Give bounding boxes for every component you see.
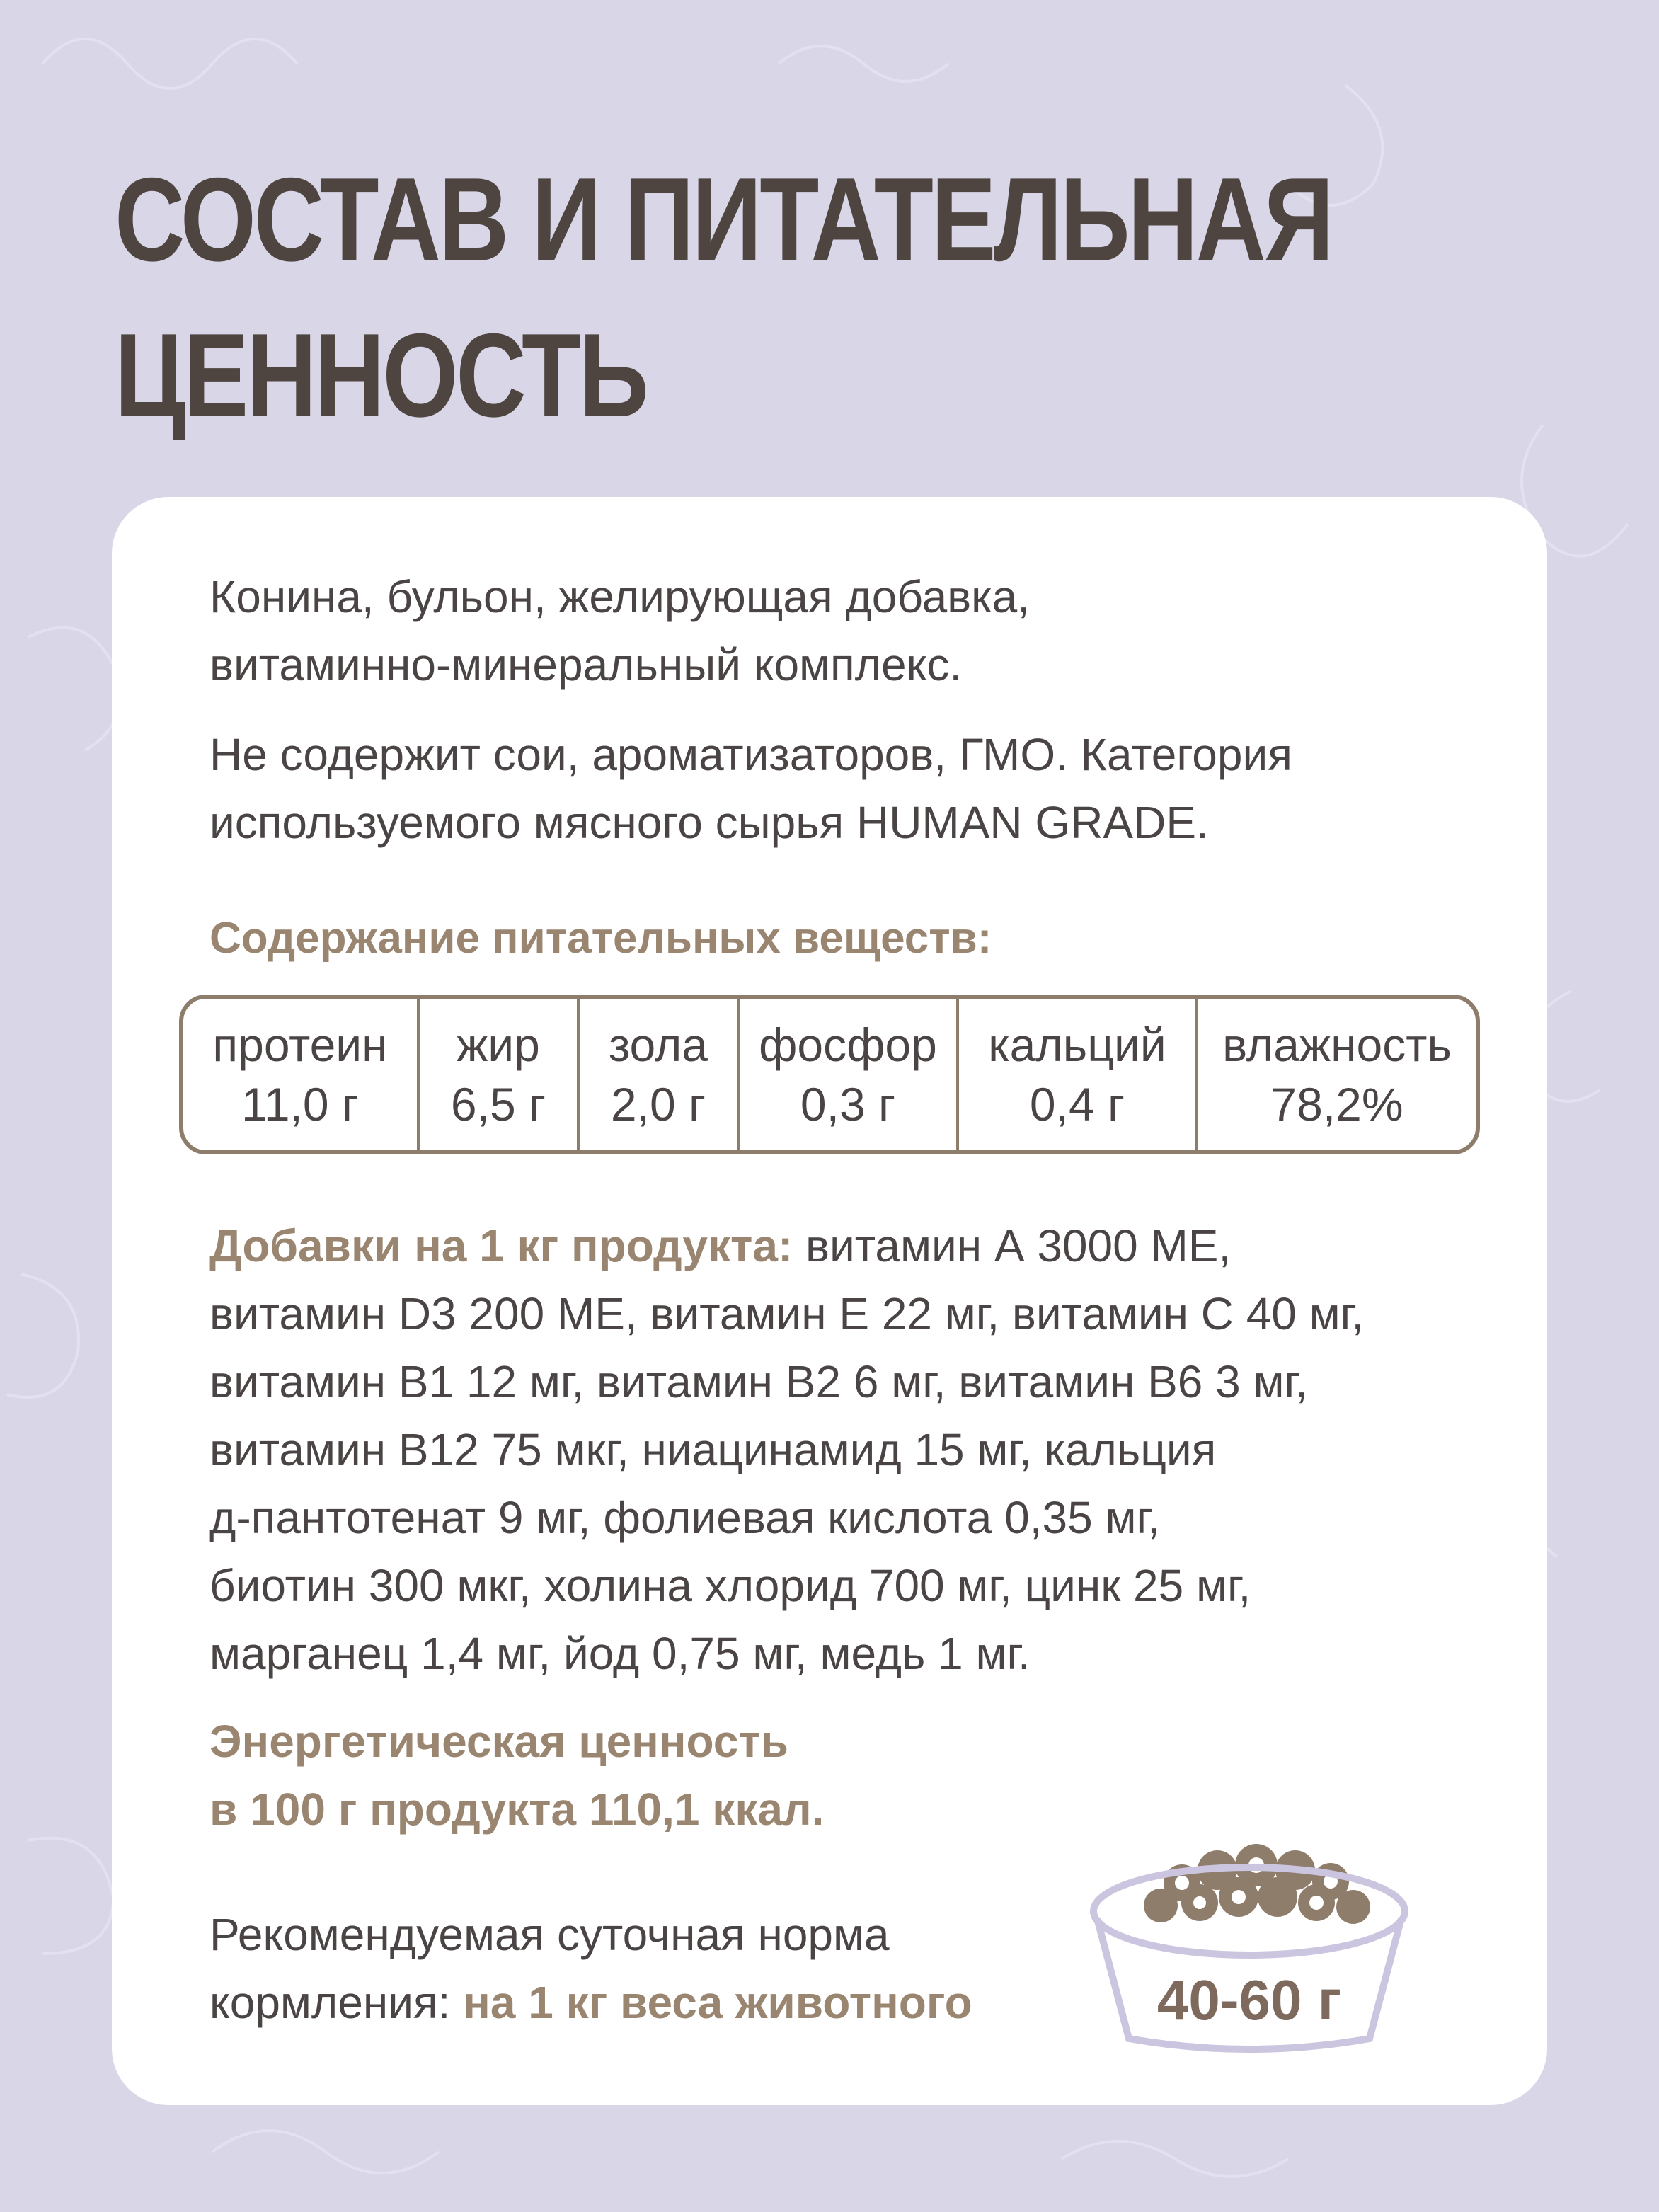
nutrient-value: 6,5 г — [450, 1078, 546, 1130]
nutrient-cell — [959, 999, 1198, 1150]
nutrient-cell — [580, 999, 740, 1150]
title-line-1: СОСТАВ И ПИТАТЕЛЬНАЯ — [115, 153, 1332, 286]
nutrient-cell — [740, 999, 959, 1150]
daily-norm-line-1: Рекомендуемая суточная норма — [209, 1909, 890, 1960]
daily-norm-label: кормления: — [209, 1977, 464, 2028]
title-line-2: ЦЕННОСТЬ — [115, 309, 647, 442]
nutrient-value: 0,4 г — [1029, 1078, 1125, 1130]
note-text — [209, 721, 1554, 856]
additives-line-3: витамин В1 12 мг, витамин В2 6 мг, витамин В6 3 мг, — [209, 1356, 1308, 1407]
additives-line-5: д-пантотенат 9 мг, фолиевая кислота 0,35 мг, — [209, 1492, 1160, 1543]
energy-line-2: в 100 г продукта 110,1 ккал. — [209, 1784, 825, 1835]
energy-text — [209, 1707, 1554, 1843]
nutrient-cell — [1198, 999, 1476, 1150]
nutrient-value: 11,0 г — [241, 1078, 359, 1130]
additives-line-2: витамин D3 200 МЕ, витамин Е 22 мг, витамин С 40 мг, — [209, 1288, 1364, 1339]
nutrient-name: кальций — [988, 1019, 1166, 1071]
nutrient-name: влажность — [1222, 1019, 1452, 1071]
page-title — [115, 142, 1333, 453]
nutrient-name: фосфор — [759, 1019, 937, 1071]
additives-text — [209, 1212, 1554, 1687]
nutrient-cell — [420, 999, 580, 1150]
ingredients-line-1: Конина, бульон, желирующая добавка, — [209, 571, 1030, 622]
additives-line-6: биотин 300 мкг, холина хлорид 700 мг, цинк 25 мг, — [209, 1560, 1251, 1611]
nutrient-value: 2,0 г — [610, 1078, 706, 1130]
nutrient-cell — [183, 999, 420, 1150]
ingredients-line-2: витаминно-минеральный комплекс. — [209, 639, 963, 690]
nutrient-name: жир — [457, 1019, 540, 1071]
nutrient-value: 0,3 г — [800, 1078, 896, 1130]
nutrients-heading: Содержание питательных веществ: — [209, 914, 992, 963]
daily-norm-accent: на 1 кг веса животного — [463, 1977, 972, 2028]
nutrients-table — [179, 995, 1480, 1154]
nutrient-name: протеин — [212, 1019, 388, 1071]
additives-line-7: марганец 1,4 мг, йод 0,75 мг, медь 1 мг. — [209, 1628, 1031, 1679]
note-line-2: используемого мясного сырья HUMAN GRADE. — [209, 797, 1209, 848]
additives-line-1: витамин А 3000 МЕ, — [793, 1220, 1232, 1271]
additives-line-4: витамин В12 75 мкг, ниацинамид 15 мг, кальция — [209, 1424, 1217, 1475]
ingredients-text — [209, 563, 1554, 699]
daily-amount: 40-60 г — [1156, 1969, 1342, 2032]
additives-label: Добавки на 1 кг продукта: — [209, 1220, 793, 1271]
energy-line-1: Энергетическая ценность — [209, 1716, 788, 1767]
note-line-1: Не содержит сои, ароматизаторов, ГМО. Категория — [209, 729, 1292, 780]
nutrient-name: зола — [609, 1019, 708, 1071]
nutrient-value: 78,2% — [1270, 1078, 1403, 1130]
daily-norm-text — [209, 1901, 1059, 2036]
